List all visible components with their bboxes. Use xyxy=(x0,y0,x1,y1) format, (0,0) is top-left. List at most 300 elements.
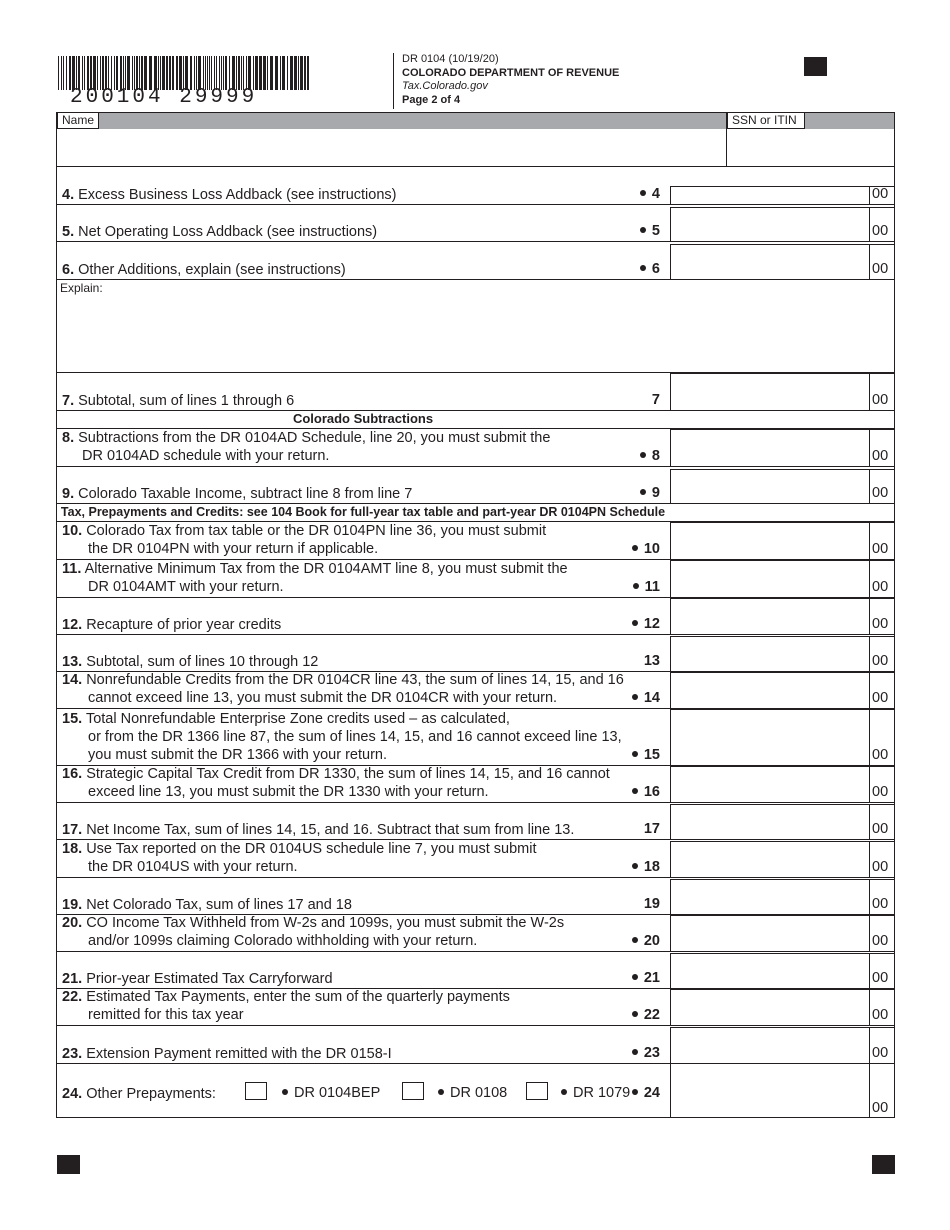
line-20-cents: 00 xyxy=(872,932,889,949)
barcode-bar xyxy=(100,56,101,90)
line-8-amount-input[interactable] xyxy=(672,431,868,465)
line-15-amount-input[interactable] xyxy=(672,711,868,764)
divider xyxy=(56,634,895,635)
divider xyxy=(670,989,671,1025)
line-15-text xyxy=(62,710,622,764)
line-text-row xyxy=(62,671,624,689)
line-text-row xyxy=(62,223,377,241)
line-13-amount-input[interactable] xyxy=(672,638,868,670)
bullet-icon xyxy=(632,545,638,551)
divider xyxy=(670,522,895,523)
divider xyxy=(670,953,895,954)
line-text-row xyxy=(62,783,610,801)
checkbox-dr0108[interactable] xyxy=(402,1082,424,1100)
line-4-cents: 00 xyxy=(872,185,889,202)
line-text-row xyxy=(62,746,622,764)
line-ref-number: 10 xyxy=(643,540,660,557)
barcode-bar xyxy=(194,56,195,90)
divider xyxy=(56,521,895,522)
option-dr0104bep: DR 0104BEP xyxy=(282,1085,380,1101)
line-description: Net Income Tax, sum of lines 14, 15, and 16. Subtract that sum from line 13. xyxy=(86,821,575,838)
line-number: 10. xyxy=(62,523,83,539)
divider xyxy=(670,1063,671,1118)
bullet-icon xyxy=(632,620,638,626)
line-description: Other Additions, explain (see instructions) xyxy=(78,261,346,278)
line-text-row xyxy=(62,522,546,540)
line-6-ref xyxy=(640,261,660,277)
line-text-row xyxy=(62,821,574,839)
line-6-cents: 00 xyxy=(872,260,889,277)
line-21-text xyxy=(62,970,333,988)
barcode-bar xyxy=(102,56,104,90)
line-text-row xyxy=(62,896,352,914)
line-7-ref xyxy=(652,392,660,408)
divider xyxy=(670,1027,895,1028)
divider xyxy=(670,879,895,880)
barcode-bar xyxy=(275,56,278,90)
line-ref-number: 9 xyxy=(651,484,660,501)
barcode-bar xyxy=(298,56,299,90)
line-number: 11. xyxy=(62,561,82,577)
line-12-text xyxy=(62,616,281,634)
line-text-row xyxy=(62,970,333,988)
barcode-bar xyxy=(223,56,224,90)
form-left-border xyxy=(56,112,57,1118)
line-description: Prior-year Estimated Tax Carryforward xyxy=(86,970,333,987)
name-label: Name xyxy=(57,112,99,129)
divider xyxy=(869,804,870,839)
barcode-bar xyxy=(304,56,306,90)
barcode-bar xyxy=(221,56,222,90)
barcode-bar xyxy=(280,56,281,90)
divider xyxy=(670,1027,671,1063)
line-11-text xyxy=(62,560,568,596)
line-ref-number: 6 xyxy=(651,260,660,277)
divider xyxy=(869,207,870,241)
barcode-bar xyxy=(253,56,254,90)
barcode-bar xyxy=(76,56,77,90)
line-number: 7. xyxy=(62,392,75,409)
barcode-bar xyxy=(225,56,227,90)
line-text-row xyxy=(62,765,610,783)
line-18-amount-input[interactable] xyxy=(672,843,868,876)
barcode-bar xyxy=(105,56,107,90)
barcode-bar xyxy=(116,56,118,90)
line-17-cents: 00 xyxy=(872,820,889,837)
line-12-cents: 00 xyxy=(872,615,889,632)
barcode-bar xyxy=(179,56,182,90)
bullet-icon xyxy=(640,452,646,458)
barcode-bar xyxy=(290,56,293,90)
line-text-row xyxy=(62,1045,392,1063)
line-11-amount-input[interactable] xyxy=(672,562,868,596)
barcode-bar xyxy=(120,56,122,90)
barcode-bar xyxy=(255,56,258,90)
line-11-cents: 00 xyxy=(872,578,889,595)
divider xyxy=(869,598,870,634)
line-22-ref xyxy=(632,1007,660,1023)
barcode-bar xyxy=(214,56,215,90)
barcode-bar xyxy=(97,56,98,90)
bullet-icon xyxy=(438,1089,444,1095)
line-22-amount-input[interactable] xyxy=(672,991,868,1024)
line-23-cents: 00 xyxy=(872,1044,889,1061)
line-20-text xyxy=(62,914,564,950)
divider xyxy=(670,469,671,503)
line-description: Subtractions from the DR 0104AD Schedule, line 20, you must submit the xyxy=(78,430,551,446)
barcode-bar xyxy=(169,56,171,90)
barcode-bar xyxy=(203,56,204,90)
line-number: 18. xyxy=(62,841,83,857)
barcode-bar xyxy=(134,56,135,90)
explain-label: Explain: xyxy=(60,281,103,295)
barcode-bar xyxy=(61,56,62,90)
form-header xyxy=(393,53,619,109)
divider xyxy=(726,112,727,166)
barcode-bar xyxy=(136,56,138,90)
barcode-bar xyxy=(300,56,303,90)
barcode-bar xyxy=(238,56,240,90)
line-description: the DR 0104US with your return. xyxy=(88,859,298,875)
line-5-ref xyxy=(640,223,660,239)
line-text-row xyxy=(62,429,550,447)
divider xyxy=(670,672,895,673)
divider xyxy=(670,244,671,279)
barcode-bar xyxy=(141,56,143,90)
divider xyxy=(56,241,895,242)
barcode-bar xyxy=(160,56,161,90)
line-9-cents: 00 xyxy=(872,484,889,501)
barcode-bar xyxy=(63,56,64,90)
line-14-ref xyxy=(632,690,660,706)
section-tax: Tax, Prepayments and Credits: see 104 Book for full-year tax table and part-year DR 0104PN Schedule xyxy=(60,505,666,519)
line-description: Net Operating Loss Addback (see instructions) xyxy=(78,223,378,240)
divider xyxy=(670,244,895,245)
barcode-bar xyxy=(259,56,262,90)
divider xyxy=(670,766,895,767)
line-text-row xyxy=(62,540,546,558)
barcode-bar xyxy=(205,56,206,90)
divider xyxy=(670,672,671,708)
line-description: Excess Business Loss Addback (see instructions) xyxy=(78,186,397,203)
line-19-cents: 00 xyxy=(872,895,889,912)
form-id: DR 0104 (10/19/20) xyxy=(402,53,499,65)
barcode xyxy=(58,56,310,90)
bullet-icon xyxy=(632,937,638,943)
divider xyxy=(670,429,895,430)
divider xyxy=(670,373,895,374)
line-ref-number: 23 xyxy=(643,1044,660,1061)
divider xyxy=(56,166,895,167)
line-4-text xyxy=(62,186,396,204)
bullet-icon xyxy=(282,1089,288,1095)
line-text-row xyxy=(62,653,318,671)
line-22-text xyxy=(62,988,510,1024)
line-14-amount-input[interactable] xyxy=(672,674,868,707)
bullet-icon xyxy=(633,583,639,589)
line-6-amount-input[interactable] xyxy=(672,246,868,278)
line-text-row xyxy=(62,914,564,932)
divider xyxy=(670,186,671,204)
barcode-bar xyxy=(282,56,285,90)
line-7-text xyxy=(62,392,294,410)
barcode-bar xyxy=(211,56,212,90)
divider xyxy=(56,951,895,952)
divider xyxy=(670,879,671,914)
line-number: 16. xyxy=(62,766,83,782)
line-ref-number: 21 xyxy=(643,969,660,986)
line-description: DR 0104AD schedule with your return. xyxy=(82,448,330,464)
barcode-bar xyxy=(183,56,184,90)
divider xyxy=(670,373,671,410)
divider xyxy=(670,915,895,916)
bullet-icon xyxy=(632,694,638,700)
divider xyxy=(869,244,870,279)
line-24-amount-input[interactable] xyxy=(672,1065,868,1115)
line-ref-number: 18 xyxy=(643,858,660,875)
barcode-bar xyxy=(123,56,124,90)
divider xyxy=(670,429,671,466)
divider xyxy=(56,428,895,429)
barcode-bar xyxy=(263,56,266,90)
barcode-bar xyxy=(236,56,237,90)
line-19-ref xyxy=(644,896,660,912)
line-ref-number: 12 xyxy=(643,615,660,632)
line-description: Estimated Tax Payments, enter the sum of the quarterly payments xyxy=(86,989,510,1005)
barcode-bar xyxy=(69,56,71,90)
bullet-icon xyxy=(632,974,638,980)
bullet-icon xyxy=(632,751,638,757)
line-ref-number: 8 xyxy=(651,447,660,464)
line-description: CO Income Tax Withheld from W-2s and 1099s, you must submit the W-2s xyxy=(86,915,565,931)
divider xyxy=(670,636,895,637)
line-text-row xyxy=(62,710,622,728)
barcode-bar xyxy=(132,56,133,90)
divider xyxy=(56,204,895,205)
barcode-bar xyxy=(185,56,188,90)
line-23-ref xyxy=(632,1045,660,1061)
barcode-bar xyxy=(125,56,126,90)
line-18-text xyxy=(62,840,536,876)
barcode-bar xyxy=(207,56,208,90)
divider xyxy=(869,709,870,765)
checkbox-dr1079[interactable] xyxy=(526,1082,548,1100)
divider xyxy=(670,1063,895,1064)
divider xyxy=(56,466,895,467)
divider xyxy=(670,207,671,241)
line-number: 12. xyxy=(62,616,83,633)
barcode-bar xyxy=(198,56,201,90)
divider xyxy=(670,522,671,559)
divider xyxy=(670,841,671,877)
barcode-bar xyxy=(149,56,152,90)
barcode-bar xyxy=(232,56,235,90)
line-description: Alternative Minimum Tax from the DR 0104AMT line 8, you must submit the xyxy=(84,561,568,577)
line-description: the DR 0104PN with your return if applicable. xyxy=(88,541,379,557)
divider xyxy=(56,877,895,878)
line-23-text xyxy=(62,1045,392,1063)
divider xyxy=(670,709,671,765)
line-13-ref xyxy=(644,653,660,669)
line-description: Recapture of prior year credits xyxy=(86,616,282,633)
bullet-icon xyxy=(632,1011,638,1017)
bullet-icon xyxy=(632,1049,638,1055)
divider xyxy=(869,841,870,877)
bullet-icon xyxy=(632,788,638,794)
line-5-text xyxy=(62,223,377,241)
divider xyxy=(869,1027,870,1063)
barcode-bar xyxy=(248,56,251,90)
divider xyxy=(869,429,870,466)
line-ref-number: 16 xyxy=(643,783,660,800)
divider xyxy=(869,953,870,988)
line-20-amount-input[interactable] xyxy=(672,917,868,950)
line-16-ref xyxy=(632,784,660,800)
divider xyxy=(56,410,895,411)
barcode-bar xyxy=(72,56,75,90)
bullet-icon xyxy=(640,190,646,196)
website: Tax.Colorado.gov xyxy=(402,80,488,92)
line-13-text xyxy=(62,653,318,671)
name-field[interactable] xyxy=(60,132,724,165)
line-15-ref xyxy=(632,747,660,763)
line-number: 17. xyxy=(62,821,83,838)
barcode-bar xyxy=(246,56,247,90)
line-text-row xyxy=(62,858,536,876)
line-12-ref xyxy=(632,616,660,632)
section-subtractions: Colorado Subtractions xyxy=(292,411,434,426)
divider xyxy=(670,186,895,187)
divider xyxy=(869,879,870,914)
line-text-row xyxy=(62,578,568,596)
line-description: DR 0104AMT with your return. xyxy=(88,579,284,595)
divider xyxy=(869,522,870,559)
line-19-amount-input[interactable] xyxy=(672,881,868,913)
barcode-bar xyxy=(270,56,273,90)
barcode-bar xyxy=(196,56,197,90)
line-15-cents: 00 xyxy=(872,746,889,763)
line-ref-number: 11 xyxy=(644,578,660,595)
barcode-bar xyxy=(82,56,83,90)
divider xyxy=(670,598,671,634)
bullet-icon xyxy=(640,265,646,271)
divider xyxy=(670,709,895,710)
ssn-field[interactable] xyxy=(729,132,891,165)
bullet-icon xyxy=(632,863,638,869)
divider xyxy=(869,636,870,671)
line-21-ref xyxy=(632,970,660,986)
divider xyxy=(869,915,870,951)
registration-mark xyxy=(804,57,827,76)
line-number: 19. xyxy=(62,896,83,913)
divider xyxy=(56,112,895,113)
line-16-amount-input[interactable] xyxy=(672,768,868,801)
divider xyxy=(869,1063,870,1118)
line-number: 22. xyxy=(62,989,83,1005)
explain-textarea[interactable] xyxy=(60,296,890,370)
barcode-bar xyxy=(114,56,115,90)
line-text-row xyxy=(62,560,568,578)
line-17-amount-input[interactable] xyxy=(672,806,868,838)
divider xyxy=(670,207,895,208)
page-number: Page 2 of 4 xyxy=(402,93,461,106)
line-10-cents: 00 xyxy=(872,540,889,557)
line-description: remitted for this tax year xyxy=(88,1007,244,1023)
divider xyxy=(670,598,895,599)
divider xyxy=(869,560,870,597)
barcode-bar xyxy=(209,56,210,90)
line-17-text xyxy=(62,821,574,839)
divider xyxy=(670,989,895,990)
barcode-bar xyxy=(287,56,288,90)
divider xyxy=(869,373,870,410)
line-number: 9. xyxy=(62,485,75,502)
option-dr1079: DR 1079 xyxy=(561,1085,630,1101)
line-16-text xyxy=(62,765,610,801)
divider xyxy=(670,915,671,951)
bullet-icon xyxy=(561,1089,567,1095)
line-text-row xyxy=(62,261,346,279)
divider xyxy=(56,372,895,373)
barcode-bar xyxy=(307,56,309,90)
form-right-border xyxy=(894,112,895,1118)
divider xyxy=(869,672,870,708)
barcode-bar xyxy=(190,56,192,90)
barcode-bar xyxy=(154,56,157,90)
barcode-bar xyxy=(176,56,178,90)
line-10-amount-input[interactable] xyxy=(672,524,868,558)
barcode-bar xyxy=(90,56,92,90)
bullet-icon xyxy=(640,227,646,233)
line-12-amount-input[interactable] xyxy=(672,600,868,633)
department-name: COLORADO DEPARTMENT OF REVENUE xyxy=(402,66,620,79)
line-description: Subtotal, sum of lines 1 through 6 xyxy=(78,392,295,409)
line-text-row xyxy=(62,616,281,634)
barcode-bar xyxy=(166,56,168,90)
line-number: 13. xyxy=(62,653,83,670)
registration-mark xyxy=(872,1155,895,1174)
line-number: 23. xyxy=(62,1045,83,1062)
line-ref-number: 17 xyxy=(643,820,660,837)
barcode-bar xyxy=(172,56,174,90)
line-description: Colorado Taxable Income, subtract line 8 from line 7 xyxy=(78,485,413,502)
bullet-icon xyxy=(640,489,646,495)
barcode-bar xyxy=(93,56,96,90)
line-24-cents: 00 xyxy=(872,1100,889,1116)
line-number: 21. xyxy=(62,970,83,987)
line-7-amount-input[interactable] xyxy=(672,375,868,409)
checkbox-dr0104bep[interactable] xyxy=(245,1082,267,1100)
divider xyxy=(670,560,671,597)
line-4-amount-input[interactable] xyxy=(672,188,868,203)
line-18-ref xyxy=(632,859,660,875)
line-description: you must submit the DR 1366 with your return. xyxy=(88,746,387,763)
line-description: and/or 1099s claiming Colorado withholding with your return. xyxy=(88,933,478,949)
divider xyxy=(56,279,895,280)
barcode-bar xyxy=(229,56,230,90)
line-ref-number: 5 xyxy=(651,222,660,239)
line-5-amount-input[interactable] xyxy=(672,209,868,240)
line-text-row xyxy=(62,988,510,1006)
line-8-ref xyxy=(640,448,660,464)
barcode-bar xyxy=(139,56,140,90)
line-23-amount-input[interactable] xyxy=(672,1029,868,1062)
barcode-bar xyxy=(243,56,244,90)
line-number: 15. xyxy=(62,710,83,727)
line-21-amount-input[interactable] xyxy=(672,955,868,987)
line-9-amount-input[interactable] xyxy=(672,471,868,502)
line-description: Strategic Capital Tax Credit from DR 1330, the sum of lines 14, 15, and 16 cannot xyxy=(86,766,610,782)
